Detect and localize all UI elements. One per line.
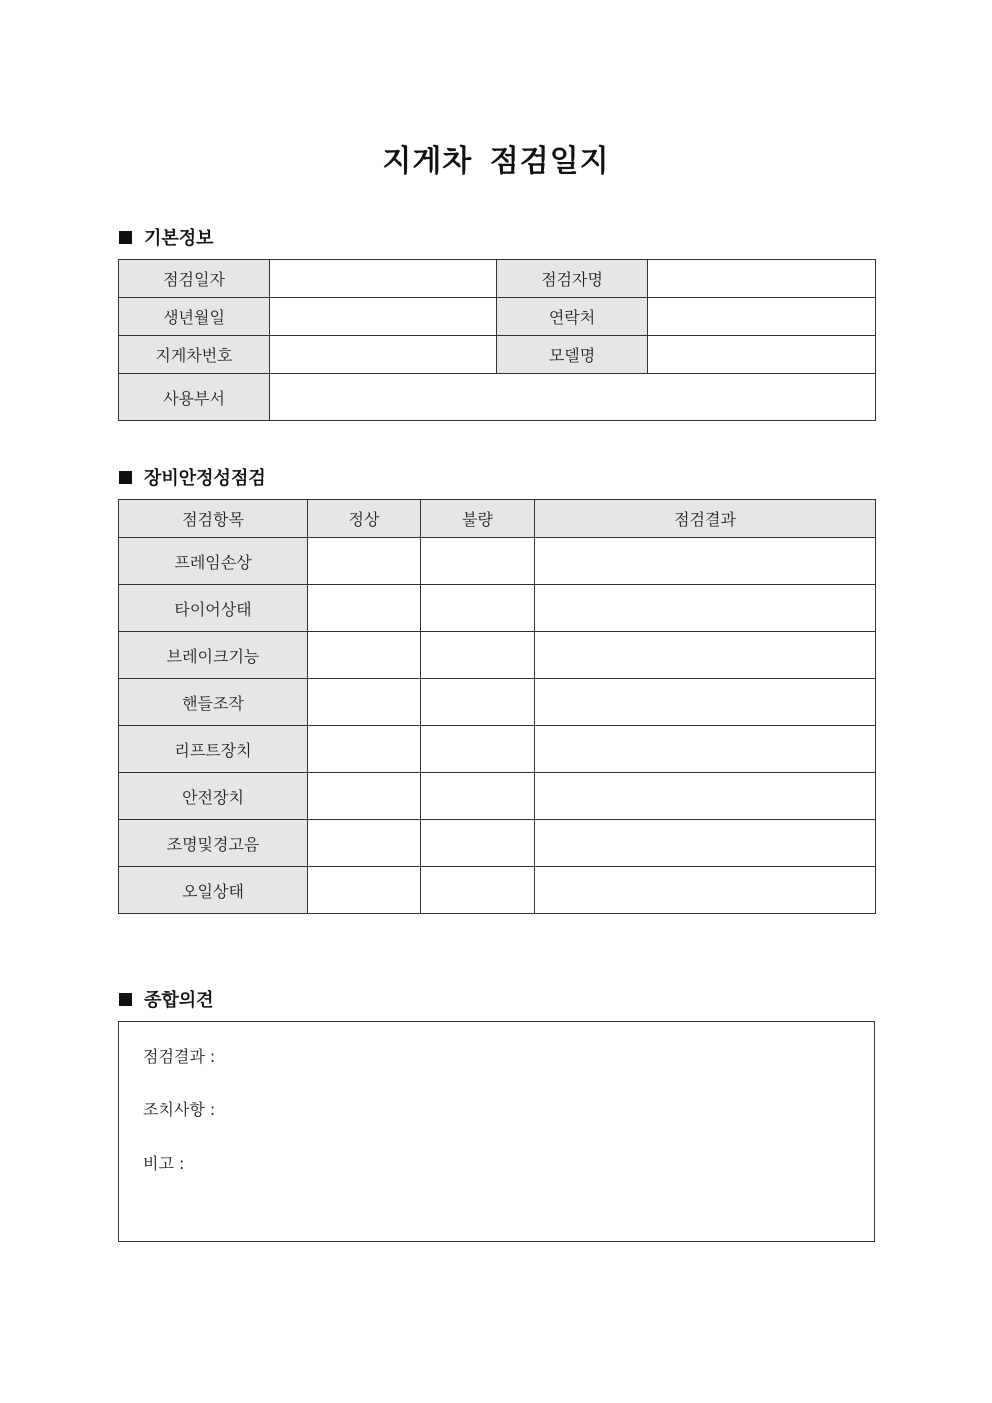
- defective-cell[interactable]: [421, 726, 535, 773]
- defective-cell[interactable]: [421, 538, 535, 585]
- opinion-remarks-label: 비고 :: [143, 1154, 185, 1173]
- label-model-name: 모델명: [497, 336, 648, 374]
- birth-date-field[interactable]: [270, 298, 497, 336]
- header-defective: 불량: [421, 500, 535, 538]
- normal-cell[interactable]: [308, 632, 421, 679]
- table-row: [119, 374, 876, 421]
- section-heading-opinion: [119, 986, 214, 1012]
- label-inspection-date: 점검일자: [119, 260, 270, 298]
- label-contact: 연락처: [497, 298, 648, 336]
- check-item-label: 프레임손상: [119, 538, 308, 585]
- defective-cell[interactable]: [421, 773, 535, 820]
- defective-cell[interactable]: [421, 820, 535, 867]
- result-cell[interactable]: [535, 585, 876, 632]
- table-row: [119, 585, 876, 632]
- result-cell[interactable]: [535, 632, 876, 679]
- check-item-label: 핸들조작: [119, 679, 308, 726]
- table-row: [119, 679, 876, 726]
- table-row: [119, 632, 876, 679]
- check-item-label: 안전장치: [119, 773, 308, 820]
- label-forklift-number: 지게차번호: [119, 336, 270, 374]
- section-title-opinion: 종합의견: [144, 990, 214, 1011]
- table-row: [119, 538, 876, 585]
- square-bullet-icon: [119, 471, 132, 484]
- table-row: [119, 867, 876, 914]
- header-result: 점검결과: [535, 500, 876, 538]
- header-item: 점검항목: [119, 500, 308, 538]
- basic-info-table: [118, 259, 876, 421]
- result-cell[interactable]: [535, 867, 876, 914]
- contact-field[interactable]: [648, 298, 876, 336]
- section-title-basic: 기본정보: [144, 228, 214, 249]
- label-birth-date: 생년월일: [119, 298, 270, 336]
- check-item-label: 리프트장치: [119, 726, 308, 773]
- section-title-equipment: 장비안정성점검: [144, 468, 266, 489]
- check-item-label: 브레이크기능: [119, 632, 308, 679]
- inspection-date-field[interactable]: [270, 260, 497, 298]
- table-header-row: [119, 500, 876, 538]
- table-row: [119, 260, 876, 298]
- table-row: [119, 773, 876, 820]
- normal-cell[interactable]: [308, 538, 421, 585]
- department-field[interactable]: [270, 374, 876, 421]
- page-title: 지게차 점검일지: [382, 144, 610, 179]
- opinion-action-label: 조치사항 :: [143, 1100, 216, 1119]
- opinion-result-label: 점검결과 :: [143, 1047, 216, 1066]
- result-cell[interactable]: [535, 538, 876, 585]
- square-bullet-icon: [119, 993, 132, 1006]
- result-cell[interactable]: [535, 773, 876, 820]
- defective-cell[interactable]: [421, 632, 535, 679]
- normal-cell[interactable]: [308, 679, 421, 726]
- model-name-field[interactable]: [648, 336, 876, 374]
- check-item-label: 조명및경고음: [119, 820, 308, 867]
- forklift-number-field[interactable]: [270, 336, 497, 374]
- table-row: [119, 298, 876, 336]
- inspector-name-field[interactable]: [648, 260, 876, 298]
- defective-cell[interactable]: [421, 867, 535, 914]
- result-cell[interactable]: [535, 726, 876, 773]
- section-heading-equipment: [119, 464, 266, 490]
- normal-cell[interactable]: [308, 820, 421, 867]
- check-item-label: 오일상태: [119, 867, 308, 914]
- opinion-box[interactable]: [118, 1021, 875, 1242]
- normal-cell[interactable]: [308, 726, 421, 773]
- section-heading-basic: [119, 224, 214, 250]
- header-normal: 정상: [308, 500, 421, 538]
- table-row: [119, 336, 876, 374]
- table-row: [119, 820, 876, 867]
- check-item-label: 타이어상태: [119, 585, 308, 632]
- label-inspector-name: 점검자명: [497, 260, 648, 298]
- normal-cell[interactable]: [308, 585, 421, 632]
- normal-cell[interactable]: [308, 773, 421, 820]
- equipment-check-table: [118, 499, 876, 914]
- defective-cell[interactable]: [421, 585, 535, 632]
- table-row: [119, 726, 876, 773]
- label-department: 사용부서: [119, 374, 270, 421]
- result-cell[interactable]: [535, 820, 876, 867]
- square-bullet-icon: [119, 231, 132, 244]
- defective-cell[interactable]: [421, 679, 535, 726]
- result-cell[interactable]: [535, 679, 876, 726]
- normal-cell[interactable]: [308, 867, 421, 914]
